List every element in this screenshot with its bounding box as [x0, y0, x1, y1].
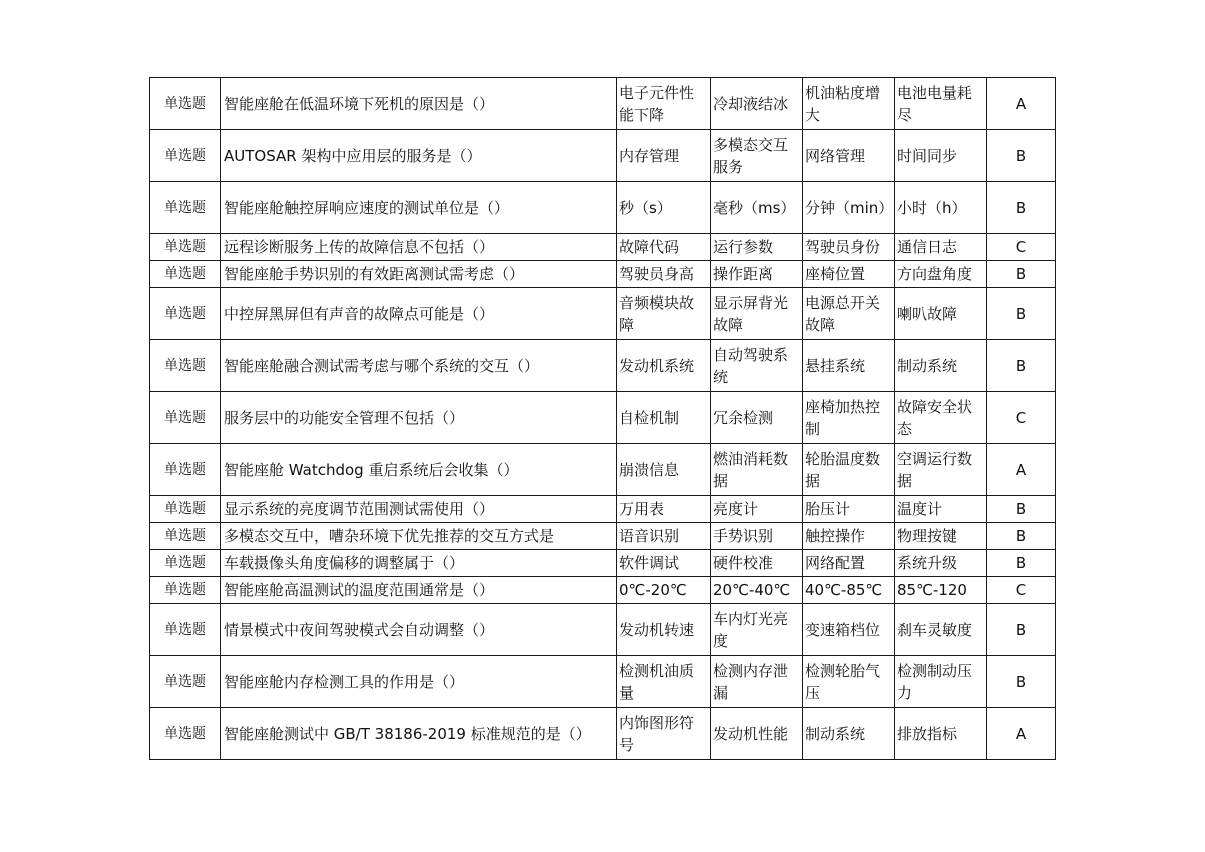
answer-cell: B — [987, 288, 1056, 340]
table-row — [150, 496, 1056, 523]
answer-cell: B — [987, 182, 1056, 234]
option-b-cell: 手势识别 — [711, 523, 803, 550]
option-b-cell: 操作距离 — [711, 261, 803, 288]
question-type-cell: 单选题 — [150, 708, 221, 760]
option-a-cell: 电子元件性能下降 — [617, 78, 711, 130]
table-row — [150, 261, 1056, 288]
option-d-cell: 检测制动压力 — [895, 656, 987, 708]
option-c-cell: 分钟（min） — [803, 182, 895, 234]
question-text-cell: 智能座舱 Watchdog 重启系统后会收集（） — [221, 444, 617, 496]
question-text-cell: 智能座舱内存检测工具的作用是（） — [221, 656, 617, 708]
question-type-cell: 单选题 — [150, 234, 221, 261]
table-row — [150, 523, 1056, 550]
option-d-cell: 小时（h） — [895, 182, 987, 234]
question-text-cell: 多模态交互中，嘈杂环境下优先推荐的交互方式是 — [221, 523, 617, 550]
option-a-cell: 万用表 — [617, 496, 711, 523]
option-c-cell: 触控操作 — [803, 523, 895, 550]
option-c-cell: 网络配置 — [803, 550, 895, 577]
option-a-cell: 音频模块故障 — [617, 288, 711, 340]
option-a-cell: 秒（s） — [617, 182, 711, 234]
option-c-cell: 制动系统 — [803, 708, 895, 760]
option-b-cell: 显示屏背光故障 — [711, 288, 803, 340]
table-row — [150, 550, 1056, 577]
option-c-cell: 悬挂系统 — [803, 340, 895, 392]
table-row — [150, 577, 1056, 604]
option-c-cell: 电源总开关故障 — [803, 288, 895, 340]
option-d-cell: 空调运行数据 — [895, 444, 987, 496]
option-d-cell: 排放指标 — [895, 708, 987, 760]
question-type-cell: 单选题 — [150, 261, 221, 288]
option-a-cell: 崩溃信息 — [617, 444, 711, 496]
option-d-cell: 物理按键 — [895, 523, 987, 550]
answer-cell: B — [987, 656, 1056, 708]
option-d-cell: 刹车灵敏度 — [895, 604, 987, 656]
option-b-cell: 多模态交互服务 — [711, 130, 803, 182]
table-row — [150, 130, 1056, 182]
question-text-cell: 中控屏黑屏但有声音的故障点可能是（） — [221, 288, 617, 340]
question-text-cell: 智能座舱高温测试的温度范围通常是（） — [221, 577, 617, 604]
option-b-cell: 20℃-40℃ — [711, 577, 803, 604]
option-c-cell: 变速箱档位 — [803, 604, 895, 656]
option-d-cell: 时间同步 — [895, 130, 987, 182]
table-row — [150, 340, 1056, 392]
option-b-cell: 硬件校准 — [711, 550, 803, 577]
table-row — [150, 234, 1056, 261]
option-b-cell: 亮度计 — [711, 496, 803, 523]
answer-cell: B — [987, 340, 1056, 392]
answer-cell: A — [987, 78, 1056, 130]
question-table-body — [150, 78, 1056, 760]
table-row — [150, 392, 1056, 444]
option-d-cell: 85℃-120 — [895, 577, 987, 604]
question-text-cell: 显示系统的亮度调节范围测试需使用（） — [221, 496, 617, 523]
answer-cell: A — [987, 444, 1056, 496]
answer-cell: B — [987, 130, 1056, 182]
question-text-cell: 智能座舱触控屏响应速度的测试单位是（） — [221, 182, 617, 234]
question-text-cell: 服务层中的功能安全管理不包括（） — [221, 392, 617, 444]
option-d-cell: 温度计 — [895, 496, 987, 523]
option-d-cell: 电池电量耗尽 — [895, 78, 987, 130]
answer-cell: C — [987, 577, 1056, 604]
question-type-cell: 单选题 — [150, 656, 221, 708]
option-c-cell: 胎压计 — [803, 496, 895, 523]
answer-cell: C — [987, 234, 1056, 261]
option-a-cell: 检测机油质量 — [617, 656, 711, 708]
table-row — [150, 78, 1056, 130]
option-d-cell: 制动系统 — [895, 340, 987, 392]
option-a-cell: 软件调试 — [617, 550, 711, 577]
option-b-cell: 毫秒（ms） — [711, 182, 803, 234]
answer-cell: B — [987, 550, 1056, 577]
table-row — [150, 182, 1056, 234]
question-text-cell: AUTOSAR 架构中应用层的服务是（） — [221, 130, 617, 182]
question-type-cell: 单选题 — [150, 288, 221, 340]
option-c-cell: 轮胎温度数据 — [803, 444, 895, 496]
option-b-cell: 自动驾驶系统 — [711, 340, 803, 392]
question-text-cell: 智能座舱在低温环境下死机的原因是（） — [221, 78, 617, 130]
question-type-cell: 单选题 — [150, 182, 221, 234]
question-type-cell: 单选题 — [150, 392, 221, 444]
option-b-cell: 发动机性能 — [711, 708, 803, 760]
answer-cell: C — [987, 392, 1056, 444]
option-b-cell: 燃油消耗数据 — [711, 444, 803, 496]
question-type-cell: 单选题 — [150, 523, 221, 550]
option-a-cell: 内存管理 — [617, 130, 711, 182]
table-row — [150, 656, 1056, 708]
answer-cell: A — [987, 708, 1056, 760]
option-a-cell: 内饰图形符号 — [617, 708, 711, 760]
question-type-cell: 单选题 — [150, 130, 221, 182]
option-a-cell: 故障代码 — [617, 234, 711, 261]
question-type-cell: 单选题 — [150, 604, 221, 656]
option-b-cell: 冗余检测 — [711, 392, 803, 444]
option-b-cell: 车内灯光亮度 — [711, 604, 803, 656]
option-a-cell: 发动机系统 — [617, 340, 711, 392]
table-row — [150, 444, 1056, 496]
question-type-cell: 单选题 — [150, 577, 221, 604]
answer-cell: B — [987, 523, 1056, 550]
question-text-cell: 车载摄像头角度偏移的调整属于（） — [221, 550, 617, 577]
option-d-cell: 系统升级 — [895, 550, 987, 577]
option-a-cell: 驾驶员身高 — [617, 261, 711, 288]
table-row — [150, 288, 1056, 340]
answer-cell: B — [987, 261, 1056, 288]
question-text-cell: 智能座舱融合测试需考虑与哪个系统的交互（） — [221, 340, 617, 392]
option-c-cell: 座椅加热控制 — [803, 392, 895, 444]
question-type-cell: 单选题 — [150, 496, 221, 523]
question-text-cell: 智能座舱测试中 GB/T 38186-2019 标准规范的是（） — [221, 708, 617, 760]
option-d-cell: 方向盘角度 — [895, 261, 987, 288]
option-c-cell: 检测轮胎气压 — [803, 656, 895, 708]
question-text-cell: 智能座舱手势识别的有效距离测试需考虑（） — [221, 261, 617, 288]
answer-cell: B — [987, 496, 1056, 523]
option-c-cell: 座椅位置 — [803, 261, 895, 288]
question-type-cell: 单选题 — [150, 550, 221, 577]
question-type-cell: 单选题 — [150, 340, 221, 392]
option-d-cell: 通信日志 — [895, 234, 987, 261]
question-type-cell: 单选题 — [150, 444, 221, 496]
option-b-cell: 检测内存泄漏 — [711, 656, 803, 708]
option-b-cell: 冷却液结冰 — [711, 78, 803, 130]
question-text-cell: 情景模式中夜间驾驶模式会自动调整（） — [221, 604, 617, 656]
option-d-cell: 喇叭故障 — [895, 288, 987, 340]
option-a-cell: 语音识别 — [617, 523, 711, 550]
option-c-cell: 40℃-85℃ — [803, 577, 895, 604]
option-d-cell: 故障安全状态 — [895, 392, 987, 444]
option-a-cell: 发动机转速 — [617, 604, 711, 656]
question-text-cell: 远程诊断服务上传的故障信息不包括（） — [221, 234, 617, 261]
option-c-cell: 驾驶员身份 — [803, 234, 895, 261]
option-a-cell: 0℃-20℃ — [617, 577, 711, 604]
option-a-cell: 自检机制 — [617, 392, 711, 444]
option-c-cell: 网络管理 — [803, 130, 895, 182]
option-c-cell: 机油粘度增大 — [803, 78, 895, 130]
option-b-cell: 运行参数 — [711, 234, 803, 261]
question-type-cell: 单选题 — [150, 78, 221, 130]
table-row — [150, 604, 1056, 656]
question-table — [149, 77, 1056, 760]
table-row — [150, 708, 1056, 760]
answer-cell: B — [987, 604, 1056, 656]
